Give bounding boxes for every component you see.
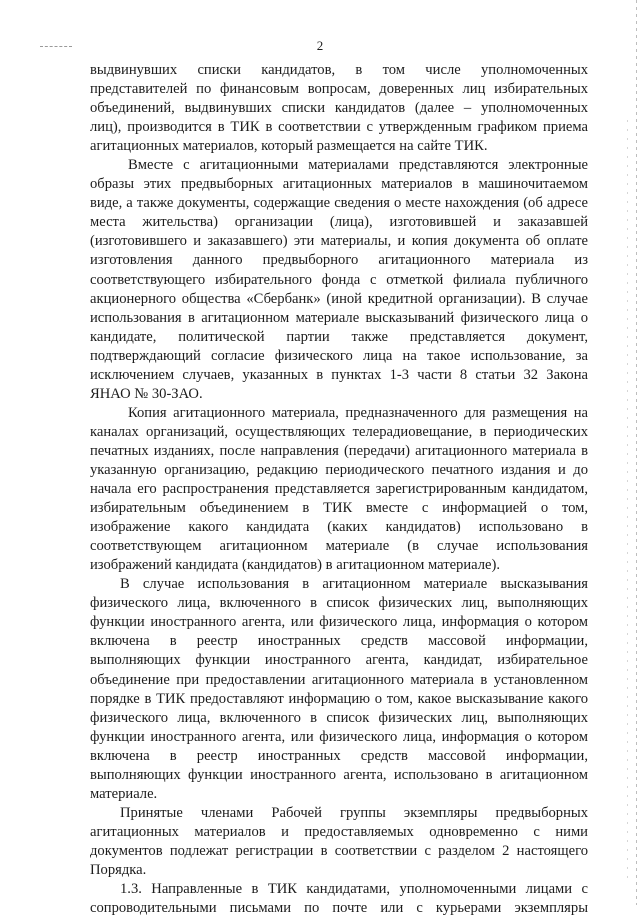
document-body [90, 61, 588, 918]
text-line: изготовления данного предвыборного агитационного материала из [90, 252, 588, 269]
paragraph [90, 156, 588, 404]
text-line: лиц), производится в ТИК в соответствии с утвержденным графиком приема [90, 119, 588, 136]
text-line: избирательным объединением в ТИК вместе с информацией о том, [90, 500, 588, 517]
text-line: физического лица, включенного в список физических лиц, выполняющих [90, 595, 588, 612]
text-line: объединение при предоставлении агитационного материала в установленном [90, 671, 588, 688]
paragraph [90, 575, 588, 804]
text-line: подтверждающий согласие физического лица на такое использование, за [90, 347, 588, 364]
text-line: объединений, выдвинувших списки кандидатов (далее – уполномоченных [90, 100, 588, 117]
text-line: соответствующего избирательного фонда с отметкой филиала публичного [90, 271, 588, 288]
text-line: ЯНАО № 30-ЗАО. [90, 385, 203, 402]
text-line: 1.3. Направленные в ТИК кандидатами, уполномоченными лицами с [120, 881, 588, 898]
text-line: документов подлежат регистрации в соответствии с разделом 2 настоящего [90, 842, 588, 859]
text-line: изображений кандидата (кандидатов) в агитационном материале). [90, 557, 501, 574]
paragraph [90, 804, 588, 880]
text-line: места жительства) организации (лица), изготовившей и заказавшей [90, 214, 588, 231]
text-line: исключением случаев, указанных в пунктах 1-3 части 8 статьи 32 Закона [90, 366, 588, 383]
scan-edge-artifact [636, 0, 637, 905]
text-line: материале. [90, 785, 158, 802]
text-line: указанную организацию, редакцию периодического печатного издания и до [90, 461, 588, 478]
text-line: представителей по финансовым вопросам, доверенных лиц избирательных [90, 81, 588, 98]
text-line: кандидате, политической партии также представляется документ, [90, 328, 588, 345]
text-line: физического лица, включенного в список физических лиц, выполняющих [90, 709, 588, 726]
text-line: акционерного общества «Сбербанк» (иной кредитной организации). В случае [90, 290, 588, 307]
text-line: образы этих предвыборных агитационных материалов в машиночитаемом [90, 176, 588, 193]
text-line: Порядка. [90, 861, 147, 878]
text-line: Принятые членами Рабочей группы экземпляры предвыборных [120, 804, 588, 821]
text-line: выполняющих функции иностранного агента, использовано в агитационном [90, 766, 588, 783]
text-line: включена в реестр иностранных средств массовой информации, [90, 747, 588, 764]
text-line: каналах организаций, осуществляющих телерадиовещание, в периодических [90, 423, 588, 440]
text-line: агитационных материалов, который размещается на сайте ТИК. [90, 138, 488, 155]
paragraph [90, 61, 588, 156]
text-line: изображение какого кандидата (каких кандидатов) использовано в [90, 519, 588, 536]
text-line: функции иностранного агента, или физического лица, информация о котором [90, 614, 588, 631]
text-line: выполняющих функции иностранного агента, кандидат, избирательное [90, 652, 588, 669]
text-line: функции иностранного агента, или физического лица, информация о котором [90, 728, 588, 745]
paragraph [90, 404, 588, 575]
text-line: Вместе с агитационными материалами представляются электронные [128, 157, 588, 174]
paragraph [90, 880, 588, 918]
text-line: В случае использования в агитационном материале высказывания [120, 576, 588, 593]
text-line: соответствующем агитационном материале (в случае использования [90, 538, 588, 555]
scan-edge-artifact-inner [627, 120, 628, 880]
text-line: выдвинувших списки кандидатов, в том числе уполномоченных [90, 62, 588, 78]
text-line: сопроводительными письмами по почте или с курьерами экземпляры [90, 900, 588, 917]
text-line: начала его распространения представляется зарегистрированным кандидатом, [90, 481, 588, 498]
page-number: 2 [316, 38, 324, 53]
text-line: использования в агитационном материале высказываний физического лица о [90, 309, 588, 326]
text-line: Копия агитационного материала, предназначенного для размещения на [128, 404, 588, 421]
text-line: виде, а также документы, содержащие сведения о месте нахождения (об адресе [90, 195, 588, 212]
text-line: порядке в ТИК предоставляют информацию о том, какое высказывание какого [90, 690, 588, 707]
text-line: (изготовившего и заказавшего) эти материалы, и копия документа об оплате [90, 233, 588, 250]
text-line: агитационных материалов и предоставляемых одновременно с ними [90, 823, 588, 840]
text-line: включена в реестр иностранных средств массовой информации, [90, 633, 588, 650]
text-line: печатных изданиях, после направления (передачи) агитационного материала в [90, 442, 588, 459]
